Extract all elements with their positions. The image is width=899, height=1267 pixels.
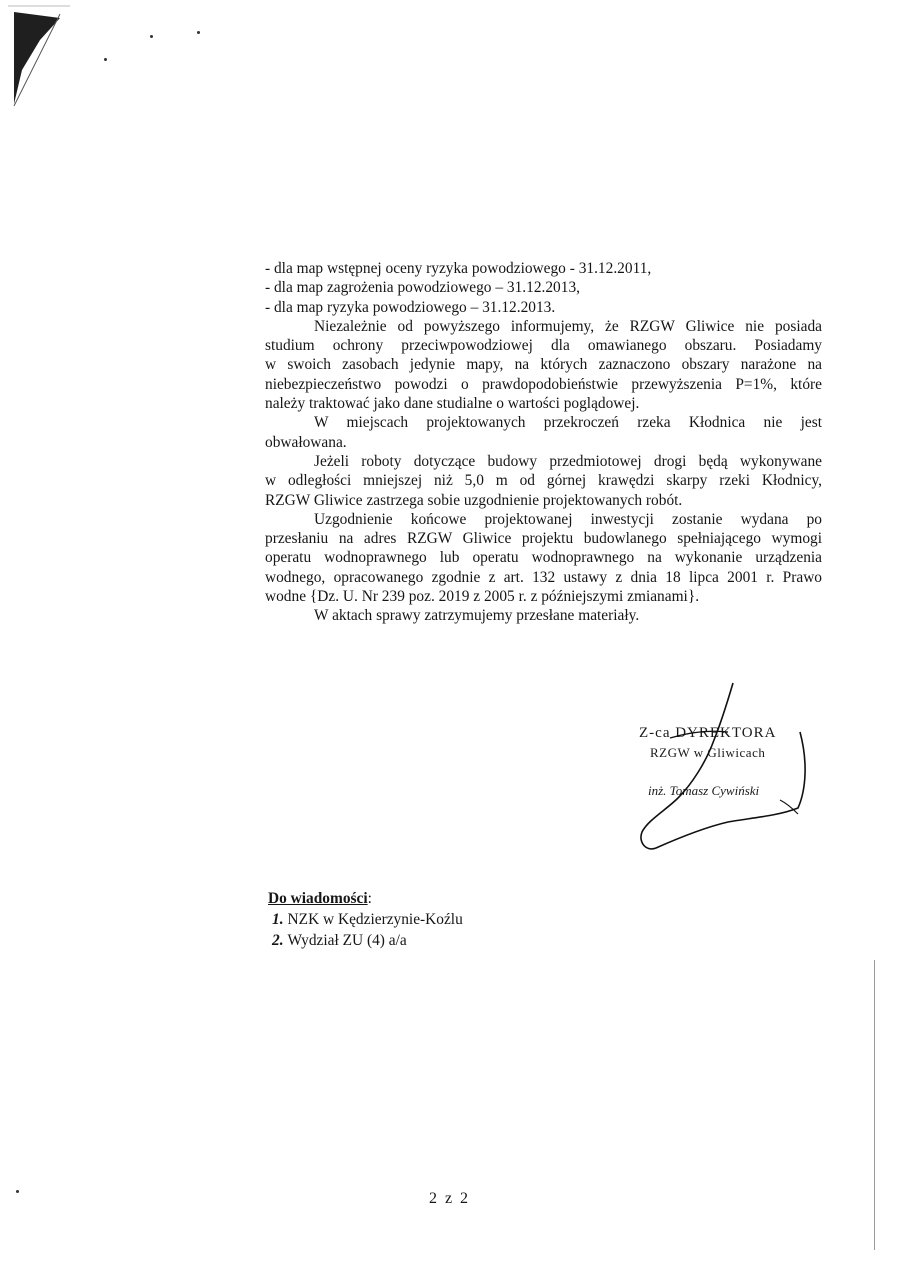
paragraph-line: W aktach sprawy zatrzymujemy przesłane materiały.	[314, 607, 640, 625]
body-paragraph	[265, 452, 822, 510]
distribution-item-text: Wydział ZU (4) a/a	[287, 932, 407, 949]
stamp-office: RZGW w Gliwicach	[650, 745, 766, 760]
distribution-heading: Do wiadomości	[268, 890, 368, 907]
letter-body	[265, 259, 822, 626]
distribution-colon: :	[367, 890, 372, 907]
paragraph-line: należy traktować jako dane studialne o wartości poglądowej.	[265, 395, 640, 413]
body-line: - dla map zagrożenia powodziowego – 31.12.2013,	[265, 279, 580, 297]
stamp-name: inż. Tomasz Cywiński	[648, 783, 760, 798]
handwritten-signature	[630, 680, 810, 855]
body-paragraph	[265, 317, 822, 413]
distribution-item-number: 1.	[272, 911, 284, 928]
paragraph-line: Niezależnie od powyższego informujemy, że RZGW Gliwice nie posiada	[314, 317, 822, 335]
stamp-title: Z-ca DYREKTORA	[639, 725, 777, 741]
paragraph-line: studium ochrony przeciwpowodziowej dla omawianego obszaru. Posiadamy	[265, 337, 822, 355]
distribution-heading-row	[268, 888, 463, 909]
paragraph-line: wodne {Dz. U. Nr 239 poz. 2019 z 2005 r. z późniejszymi zmianami}.	[265, 588, 700, 606]
page-number: 2 z 2	[428, 1190, 471, 1207]
scan-artifact-corner	[0, 0, 70, 110]
paragraph-line: RZGW Gliwice zastrzega sobie uzgodnienie projektowanych robót.	[265, 491, 683, 509]
paragraph-line: Uzgodnienie końcowe projektowanej inwestycji zostanie wydana po	[314, 510, 822, 528]
distribution-item-number: 2.	[272, 932, 284, 949]
scan-speck	[150, 35, 153, 38]
body-paragraph	[265, 606, 822, 625]
distribution-item	[268, 909, 463, 930]
body-paragraph	[265, 413, 822, 452]
distribution-item-text: NZK w Kędzierzynie-Koźlu	[287, 911, 463, 928]
scan-speck	[104, 58, 107, 61]
paragraph-line: obwałowana.	[265, 433, 347, 451]
distribution-item	[268, 930, 463, 951]
body-paragraph	[265, 510, 822, 606]
paragraph-line: operatu wodnoprawnego lub operatu wodnoprawnego na wykonanie urządzenia	[265, 549, 822, 567]
signature-stamp	[630, 680, 810, 855]
scan-speck	[197, 31, 200, 34]
paragraph-line: przesłaniu na adres RZGW Gliwice projektu budowlanego spełniającego wymogi	[265, 530, 822, 548]
paragraph-line: w swoich zasobach jedynie mapy, na których zaznaczono obszary narażone na	[265, 356, 822, 374]
paragraph-line: wodnego, opracowanego zgodnie z art. 132 ustawy z dnia 18 lipca 2001 r. Prawo	[265, 568, 822, 586]
paragraph-line: w odległości mniejszej niż 5,0 m od górnej krawędzi skarpy rzeki Kłodnicy,	[265, 472, 822, 490]
distribution-list	[268, 888, 463, 951]
paragraph-line: niebezpieczeństwo powodzi o prawdopodobieństwie przewyższenia P=1%, które	[265, 375, 822, 393]
body-line: - dla map ryzyka powodziowego – 31.12.2013.	[265, 298, 556, 316]
paragraph-line: Jeżeli roboty dotyczące budowy przedmiotowej drogi będą wykonywane	[314, 452, 822, 470]
body-line: - dla map wstępnej oceny ryzyka powodziowego - 31.12.2011,	[265, 260, 652, 277]
paragraph-line: W miejscach projektowanych przekroczeń rzeka Kłodnica nie jest	[314, 414, 822, 432]
